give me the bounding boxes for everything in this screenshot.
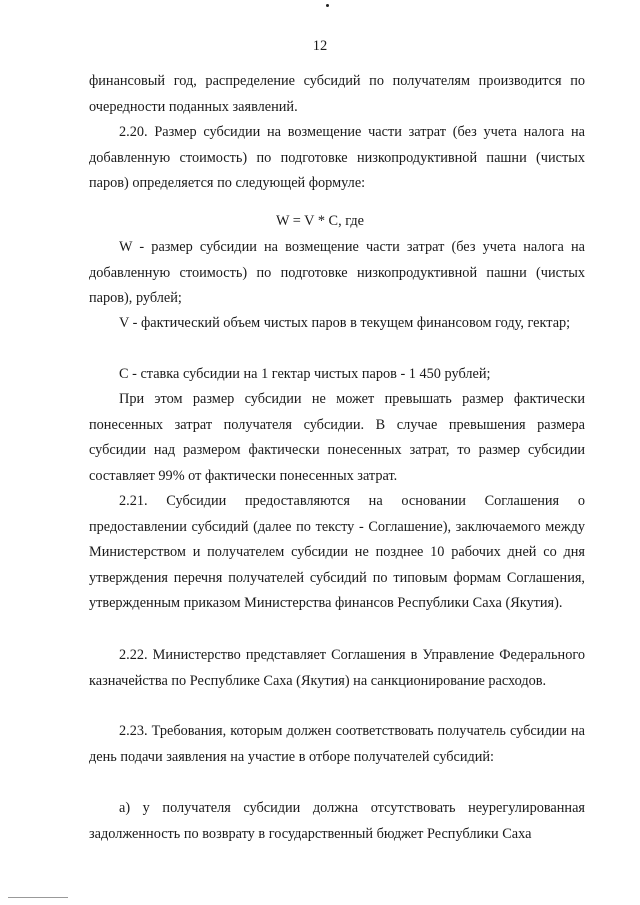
definition-v: V - фактический объем чистых паров в текущем финансовом году, гектар; bbox=[119, 315, 571, 331]
definition-c: C - ставка субсидии на 1 гектар чистых паров - 1 450 рублей; bbox=[119, 366, 491, 382]
scan-mark bbox=[326, 4, 329, 7]
definition-w: W - размер субсидии на возмещение части затрат (без учета налога на добавленную стоимость) по подготовке низкопродуктивной пашни (чистых паров), рублей; bbox=[89, 239, 585, 306]
footer-rule bbox=[8, 897, 68, 898]
paragraph-2-23: 2.23. Требования, которым должен соответствовать получатель субсидии на день подачи заявления на участие в отборе получателей субсидий: bbox=[89, 723, 585, 765]
paragraph-2-22: 2.22. Министерство представляет Соглашения в Управление Федерального казначейства по Республике Саха (Якутия) на санкционирование расходов. bbox=[89, 647, 585, 689]
paragraph-2-21: 2.21. Субсидии предоставляются на основании Соглашения о предоставлении субсидий (далее по тексту - Соглашение), заключаемого между Министерством и получателем субсидии не позднее 10 рабочих дней со дня утверждения перечня получателей субсидий по типовым формам Соглашения, утвержденным приказом Министерства финансов Республики Саха (Якутия). bbox=[89, 493, 585, 611]
paragraph-limit: При этом размер субсидии не может превышать размер фактически понесенных затрат получателя субсидии. В случае превышения размера субсидии над размером фактически понесенных затрат, то размер субсидии составляет 99% от фактически понесенных затрат. bbox=[89, 391, 585, 484]
paragraph-continuation: финансовый год, распределение субсидий по получателям производится по очередности поданных заявлений. bbox=[89, 73, 585, 115]
formula: W = V * C, где bbox=[275, 213, 364, 229]
paragraph-2-20: 2.20. Размер субсидии на возмещение части затрат (без учета налога на добавленную стоимость) по подготовке низкопродуктивной пашни (чистых паров) определяется по следующей формуле: bbox=[89, 124, 585, 191]
paragraph-2-23-a: а) у получателя субсидии должна отсутствовать неурегулированная задолженность по возврату в государственный бюджет Республики Саха bbox=[89, 800, 585, 842]
page-number: 12 bbox=[312, 38, 328, 54]
